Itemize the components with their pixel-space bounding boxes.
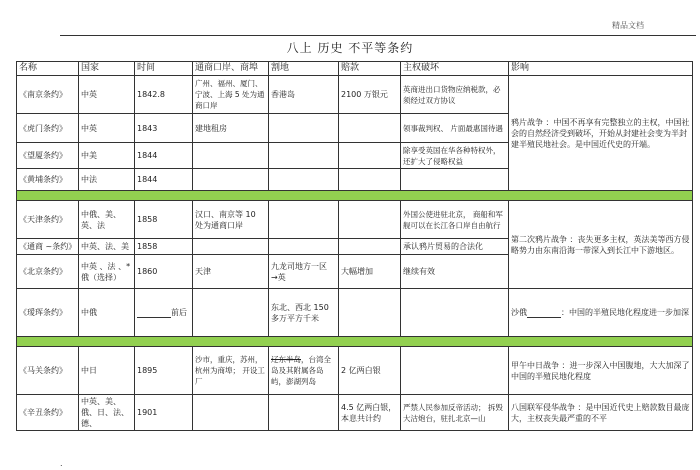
treaty-time: 1844 <box>135 143 193 169</box>
column-header: 名称 <box>17 62 79 76</box>
treaty-name: 《黄埔条约》 <box>17 169 79 191</box>
treaty-country: 中英 、法 、*俄（选择） <box>79 255 135 289</box>
column-header: 主权破坏 <box>401 62 509 76</box>
treaty-ports: 建地租房 <box>193 114 269 143</box>
treaty-sovereignty: 英商进出口货物应纳税款，必须经过双方协议 <box>401 76 509 114</box>
table-header-row <box>17 62 693 76</box>
treaty-country: 中英 <box>79 114 135 143</box>
treaty-ports: 沙市，重庆，苏州，杭州为商埠； 开设工厂 <box>193 347 269 395</box>
treaty-name: 《辛丑条约》 <box>17 395 79 431</box>
column-header: 赔款 <box>339 62 401 76</box>
treaty-country: 中俄、美、英、法 <box>79 201 135 239</box>
treaty-country: 中俄 <box>79 289 135 337</box>
treaty-country: 中英、美、俄、日、法、德、 <box>79 395 135 431</box>
treaty-indemnity <box>339 143 401 169</box>
struck-text: 辽东半岛 <box>271 355 301 364</box>
treaty-ports: 汉口、南京等 10 处为通商口岸 <box>193 201 269 239</box>
column-header: 国家 <box>79 62 135 76</box>
treaty-time: 1843 <box>135 114 193 143</box>
treaty-sovereignty <box>401 169 509 191</box>
treaty-ports: 广州、福州、厦门、宁波、上海 5 处为通商口岸 <box>193 76 269 114</box>
treaty-sovereignty: 外国公使进驻北京， 商船和军舰可以在长江各口岸自由航行 <box>401 201 509 239</box>
treaty-time: 1901 <box>135 395 193 431</box>
treaty-name: 《瑷珲条约》 <box>17 289 79 337</box>
treaty-name: 《望厦条约》 <box>17 143 79 169</box>
treaty-name: 《虎门条约》 <box>17 114 79 143</box>
treaty-land: 香港岛 <box>269 76 339 114</box>
treaty-time: 1860 <box>135 255 193 289</box>
fill-in-blank <box>137 309 171 318</box>
table-row <box>17 201 693 239</box>
treaty-ports <box>193 239 269 255</box>
treaty-land <box>269 143 339 169</box>
table-row <box>17 289 693 337</box>
impact-cell: 第二次鸦片战争 ：丧失更多主权，英法美等西方侵略势力由东南沿海一带深入到长江中下游地区。 <box>509 201 693 289</box>
treaty-indemnity: 2 亿两白银 <box>339 347 401 395</box>
treaty-time: 1858 <box>135 201 193 239</box>
column-header: 影响 <box>509 62 693 76</box>
treaty-time: 1842.8 <box>135 76 193 114</box>
footer-mark: . <box>60 459 63 468</box>
table-row <box>17 347 693 395</box>
time-suffix: 前后 <box>171 308 187 317</box>
treaty-sovereignty: 承认鸦片贸易的合法化 <box>401 239 509 255</box>
treaty-time: 1858 <box>135 239 193 255</box>
treaty-name: 《南京条约》 <box>17 76 79 114</box>
impact-cell: 甲午中日战争 ：进一步深入中国腹地，大大加深了中国的半殖民地化程度 <box>509 347 693 395</box>
treaty-ports <box>193 143 269 169</box>
treaty-land <box>269 114 339 143</box>
impact-cell <box>509 289 693 337</box>
treaty-indemnity <box>339 201 401 239</box>
treaty-time: 1844 <box>135 169 193 191</box>
treaty-name: 《天津条约》 <box>17 201 79 239</box>
treaty-land <box>269 395 339 431</box>
treaty-sovereignty: 继续有效 <box>401 255 509 289</box>
column-header: 割地 <box>269 62 339 76</box>
treaty-land <box>269 239 339 255</box>
table-row <box>17 395 693 431</box>
treaty-country: 中法 <box>79 169 135 191</box>
treaty-time: 1895 <box>135 347 193 395</box>
treaty-sovereignty <box>401 347 509 395</box>
treaty-indemnity <box>339 114 401 143</box>
impact-prefix: 沙俄 <box>511 308 527 317</box>
treaty-sovereignty: 领事裁判权、 片面最惠国待遇 <box>401 114 509 143</box>
section-separator <box>17 191 693 201</box>
treaty-time <box>135 289 193 337</box>
treaty-ports <box>193 395 269 431</box>
treaty-sovereignty <box>401 289 509 337</box>
treaty-land <box>269 347 339 395</box>
treaty-ports <box>193 169 269 191</box>
impact-cell: 八国联军侵华战争 ：是中国近代史上赔款数目最庞大，主权丧失最严重的不平 <box>509 395 693 431</box>
treaty-land <box>269 169 339 191</box>
treaty-indemnity <box>339 169 401 191</box>
table-row <box>17 76 693 114</box>
treaty-name: 《北京条约》 <box>17 255 79 289</box>
treaty-country: 中英、法、美 <box>79 239 135 255</box>
treaty-country: 中日 <box>79 347 135 395</box>
treaty-land: 东北、西北 150 多万平方千米 <box>269 289 339 337</box>
land-text: ，台湾全岛及其附属各岛屿，澎湖列岛 <box>271 355 331 386</box>
header-watermark-text: 精品文档 <box>612 21 644 30</box>
treaty-country: 中美 <box>79 143 135 169</box>
page-title: 八上 历史 不平等条约 <box>286 41 414 55</box>
fill-in-blank <box>527 309 561 318</box>
treaty-table <box>16 61 693 431</box>
treaty-land <box>269 201 339 239</box>
treaty-ports: 天津 <box>193 255 269 289</box>
header-divider <box>60 35 696 36</box>
section-separator <box>17 337 693 347</box>
treaty-indemnity: 大幅增加 <box>339 255 401 289</box>
treaty-name: 《通商 ~条约》 <box>17 239 79 255</box>
treaty-indemnity <box>339 289 401 337</box>
treaty-sovereignty: 严禁人民参加反帝活动； 拆毁大沽炮台，驻扎北京—山 <box>401 395 509 431</box>
treaty-name: 《马关条约》 <box>17 347 79 395</box>
column-header: 时间 <box>135 62 193 76</box>
treaty-country: 中英 <box>79 76 135 114</box>
treaty-indemnity: 4.5 亿两白银，本息共计约 <box>339 395 401 431</box>
column-header: 通商口岸、商埠 <box>193 62 269 76</box>
treaty-land: 九龙司地方一区 →英 <box>269 255 339 289</box>
treaty-indemnity: 2100 万银元 <box>339 76 401 114</box>
treaty-sovereignty: 除享受英国在华各种特权外，还扩大了侵略权益 <box>401 143 509 169</box>
impact-text: ：中国的半殖民地化程度进一步加深 <box>561 308 689 317</box>
treaty-indemnity <box>339 239 401 255</box>
impact-cell: 鸦片战争 ：中国不再享有完整独立的主权，中国社会的自然经济受到破坏，开始从封建社会变为半封建半殖民地社会。是中国近代史的开端。 <box>509 76 693 191</box>
treaty-ports <box>193 289 269 337</box>
